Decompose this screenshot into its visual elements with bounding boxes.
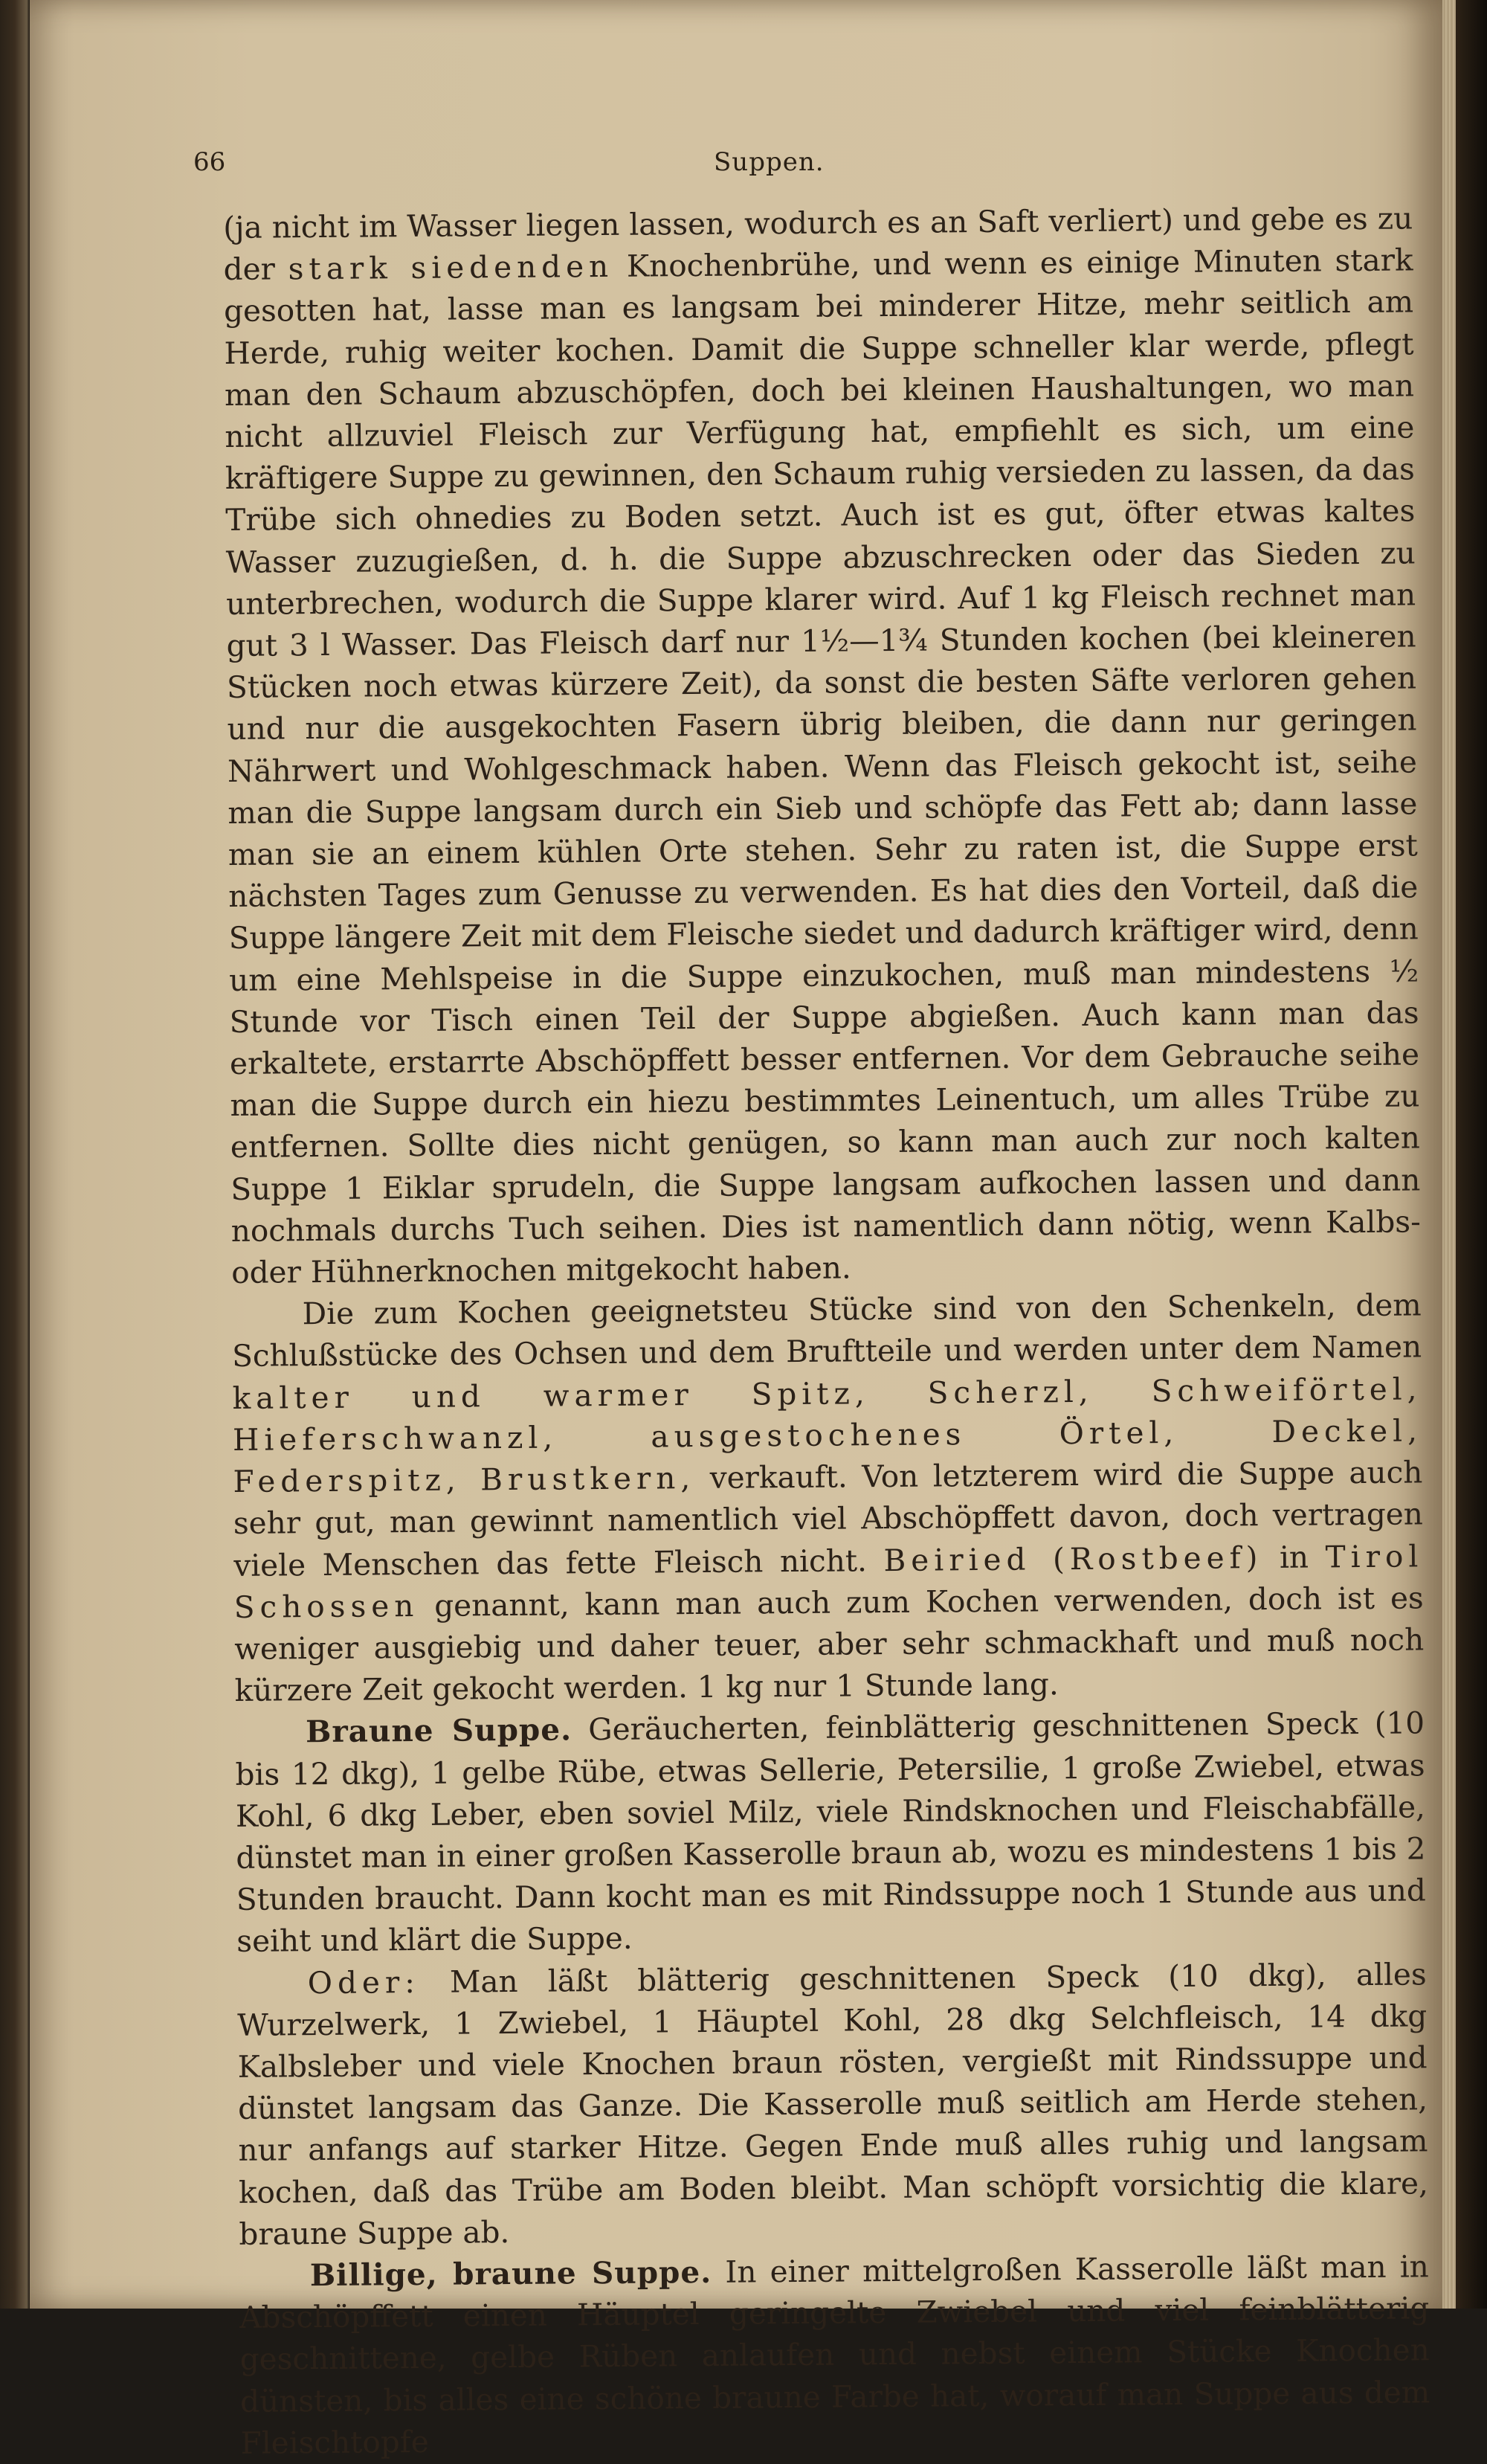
text-run: verkauft. Von letzterem wird die Suppe auch sehr gut, man gewinnt namentlich viel Abschöpffett davon, doch vertragen viele Menschen das fette Fleisch nicht. [233,1454,1424,1583]
text-run: genannt, kann man auch zum Kochen verwenden, doch ist es weniger ausgiebig und daher teuer, aber sehr schmackhaft und muß noch kürzere Zeit gekocht werden. 1 kg nur 1 Stunde lang. [234,1580,1425,1709]
page-edge [1442,0,1456,2309]
text-run: in [1262,1538,1326,1575]
page-number: 66 [193,147,226,177]
running-head: Suppen. [714,147,825,177]
recipe-text: In einer mittelgroßen Kasserolle läßt man in Abschöpffett einen Häuptel geringelte Zwiebel und viel feinblätterig geschnittene, gelbe Rüben anlaufen und nebst einem Stücke Knochen dünsten, bis alles eine schöne braune Farbe hat, worauf man Suppe aus dem Fleischtopfe [239,2248,1430,2461]
page-header [193,147,1413,186]
recipe-text: Man läßt blätterig geschnittenen Speck (10 dkg), alles Wurzelwerk, 1 Zwiebel, 1 Häuptel Kohl, 28 dkg Selchfleisch, 14 dkg Kalbsleber und viele Knochen braun rösten, vergießt mit Rindssuppe und dünstet langsam das Ganze. Die Kasserolle muß seitlich am Herde stehen, nur anfangs auf starker Hitze. Gegen Ende muß alles ruhig und langsam kochen, daß das Trübe am Boden bleibt. Man schöpft vorsichtig die klare, braune Suppe ab. [237,1955,1429,2252]
emphasis-run: Tirol Schossen [233,1537,1424,1625]
body-text [223,197,1430,2463]
recipe-braune-suppe [235,1702,1427,1963]
text-run: Die zum Kochen geeignetsteu Stücke sind von den Schenkeln, dem Schlußstücke des Ochsen und dem Bruftteile und werden unter dem Namen [231,1287,1422,1374]
recipe-variant [237,1953,1429,2255]
emphasis-run: kalter und warmer Spitz, Scherzl, Schweiförtel, Hieferschwanzl, ausgestochenes Örtel, Deckel, Federspitz, Brustkern, [232,1371,1423,1500]
paragraph-meat-cuts [231,1284,1424,1712]
emphasis-run: Beiried (Rostbeef) [883,1539,1263,1578]
emphasis-run: stark siedenden [288,248,614,287]
text-run: (ja nicht im Wasser liegen lassen, wodurch es an Saft verliert) und gebe es zu der [223,200,1413,288]
recipe-title: Braune Suppe. [305,1711,572,1750]
recipe-text: Geräucherten, feinblätterig geschnittenen Speck (10 bis 12 dkg), 1 gelbe Rübe, etwas Sellerie, Petersilie, 1 große Zwiebel, etwas Kohl, 6 dkg Leber, eben soviel Milz, viele Rindsknochen und Fleischabfälle, dünstet man in einer großen Kasserolle braun ab, wozu es mindestens 1 bis 2 Stunden braucht. Dann kocht man es mit Rindssuppe noch 1 Stunde aus und seiht und klärt die Suppe. [235,1705,1427,1960]
recipe-title: Billige, braune Suppe. [309,2254,712,2294]
recipe-billige-braune-suppe [239,2245,1430,2464]
text-run: Knochenbrühe, und wenn es einige Minuten stark gesotten hat, lasse man es langsam bei minderer Hitze, mehr seitlich am Herde, ruhig weiter kochen. Damit die Suppe schneller klar werde, pflegt man den Schaum abzuschöpfen, doch bei kleinen Haushaltungen, wo man nicht allzuviel Fleisch zur Verfügung hat, empfiehlt es sich, um eine kräftigere Suppe zu gewinnen, den Schaum ruhig versieden zu lassen, da das Trübe sich ohnedies zu Boden setzt. Auch ist es gut, öfter etwas kaltes Wasser zuzugießen, d. h. die Suppe abzuschrecken oder das Sieden zu unterbrechen, wodurch die Suppe klarer wird. Auf 1 kg Fleisch rechnet man gut 3 l Wasser. Das Fleisch darf nur 1½—1¾ Stunden kochen (bei kleineren Stücken noch etwas kürzere Zeit), da sonst die besten Säfte verloren gehen und nur die ausgekochten Fasern übrig bleiben, die dann nur geringen Nährwert und Wohlgeschmack haben. Wenn das Fleisch gekocht ist, seihe man die Suppe langsam durch ein Sieb und schöpfe das Fett ab; dann lasse man sie an einem kühlen Orte stehen. Sehr zu raten ist, die Suppe erst nächsten Tages zum Genusse zu verwenden. Es hat dies den Vorteil, daß die Suppe längere Zeit mit dem Fleische siedet und dadurch kräftiger wird, denn um eine Mehlspeise in die Suppe einzukochen, muß man mindestens ½ Stunde vor Tisch einen Teil der Suppe abgießen. Auch kann man das erkaltete, erstarrte Abschöpffett besser entfernen. Vor dem Gebrauche seihe man die Suppe durch ein hiezu bestimmtes Leinentuch, um alles Trübe zu entfernen. Sollte dies nicht genügen, so kann man auch zur noch kalten Suppe 1 Eiklar sprudeln, die Suppe langsam aufkochen lassen und dann nochmals durchs Tuch seihen. Dies ist namentlich dann nötig, wenn Kalbs- oder Hühnerknochen mitgekocht haben. [223,242,1421,1291]
variant-label: Oder: [307,1963,421,2001]
paragraph-broth [223,197,1421,1293]
